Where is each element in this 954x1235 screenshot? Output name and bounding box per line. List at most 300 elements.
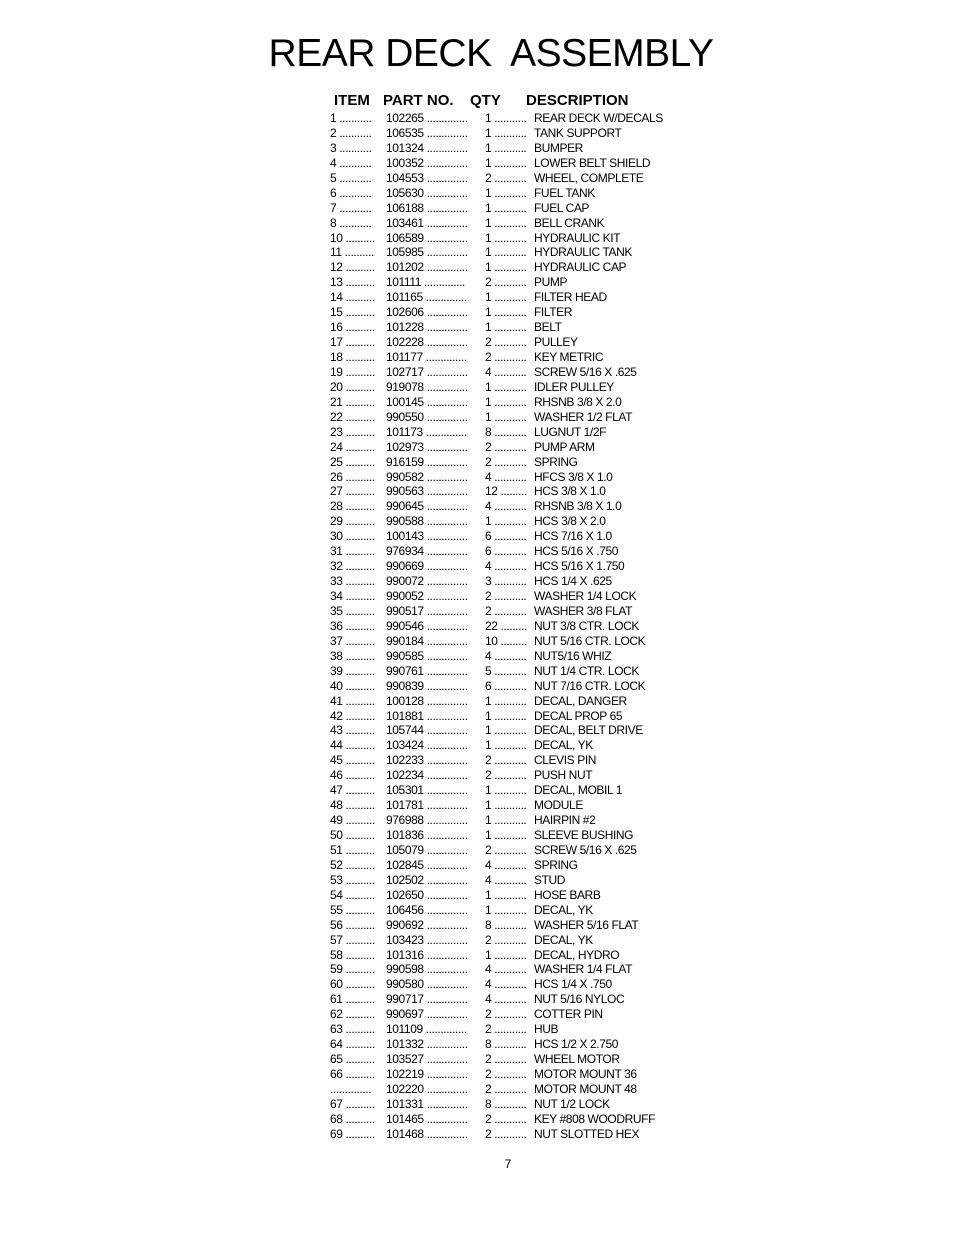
column-header-description: DESCRIPTION — [526, 92, 629, 109]
table-row — [0, 962, 954, 977]
table-row — [0, 455, 954, 470]
description: HFCS 3/8 X 1.0 — [534, 469, 613, 484]
item-number: 60 .......... — [330, 977, 375, 992]
table-row — [0, 813, 954, 828]
item-number: 12 .......... — [330, 260, 375, 275]
quantity: 8 ........... — [485, 917, 527, 932]
part-number: 102219 .............. — [386, 1067, 468, 1081]
table-row — [0, 858, 954, 873]
description: PUSH NUT — [534, 768, 593, 783]
part-number: 100143 .............. — [386, 529, 468, 544]
part-number: 105079 .............. — [386, 842, 468, 857]
part-number: 106535 .............. — [386, 125, 468, 140]
part-number: 102650 .............. — [386, 887, 468, 902]
part-number: 101324 .............. — [386, 140, 468, 155]
description: HCS 5/16 X .750 — [534, 544, 619, 559]
table-row — [0, 992, 954, 1007]
quantity: 2 ........... — [485, 1007, 527, 1022]
description: FUEL TANK — [534, 185, 595, 200]
item-number: 11 .......... — [330, 245, 374, 260]
item-number: 55 .......... — [330, 902, 375, 917]
item-number: 58 .......... — [330, 947, 375, 962]
description: WASHER 5/16 FLAT — [534, 917, 639, 932]
part-number: 105301 .............. — [386, 783, 468, 798]
part-number: 990588 .............. — [386, 514, 468, 529]
description: BELL CRANK — [534, 215, 605, 230]
part-number: 102717 .............. — [386, 364, 468, 379]
quantity: 4 ........... — [485, 992, 527, 1007]
quantity: 1 ........... — [485, 379, 527, 394]
table-row — [0, 201, 954, 216]
item-number: 4 ........... — [330, 155, 372, 170]
quantity: 4 ........... — [485, 962, 527, 977]
description: NUT 1/2 LOCK — [534, 1096, 610, 1111]
table-row — [0, 529, 954, 544]
item-number: 67 .......... — [330, 1096, 375, 1111]
item-number: 36 .......... — [330, 618, 375, 633]
quantity: 2 ........... — [485, 768, 527, 783]
item-number: 6 ........... — [330, 185, 372, 200]
description: NUT 5/16 NYLOC — [534, 992, 625, 1007]
item-number: 17 .......... — [330, 335, 375, 350]
description: WASHER 1/2 FLAT — [534, 409, 633, 424]
table-row — [0, 1007, 954, 1022]
description: DECAL, MOBIL 1 — [534, 783, 622, 798]
quantity: 1 ........... — [485, 708, 527, 723]
page-title: REAR DECK ASSEMBLY — [268, 32, 714, 75]
quantity: 1 ........... — [485, 305, 527, 320]
table-row — [0, 634, 954, 649]
table-row — [0, 470, 954, 485]
part-number: 990563 .............. — [386, 484, 468, 499]
part-number: 106188 .............. — [386, 200, 468, 215]
description: NUT5/16 WHIZ — [534, 648, 612, 663]
description: DECAL, HYDRO — [534, 947, 620, 962]
part-number: 101836 .............. — [386, 828, 468, 842]
part-number: 990839 .............. — [386, 678, 468, 693]
item-number: 28 .......... — [330, 499, 375, 514]
part-number: 990052 .............. — [386, 589, 468, 603]
part-number: 106456 .............. — [386, 902, 468, 917]
item-number: 29 .......... — [330, 514, 375, 529]
description: FUEL CAP — [534, 200, 590, 215]
part-number: 102220 .............. — [386, 1081, 468, 1096]
description: PUMP ARM — [534, 439, 595, 454]
quantity: 6 ........... — [485, 529, 527, 544]
description: HOSE BARB — [534, 887, 601, 902]
table-row — [0, 768, 954, 783]
table-row — [0, 604, 954, 619]
table-row — [0, 484, 954, 499]
table-header — [0, 92, 954, 110]
item-number: 35 .......... — [330, 603, 375, 618]
item-number: 7 ........... — [330, 200, 372, 215]
item-number: 61 .......... — [330, 992, 375, 1007]
table-row — [0, 977, 954, 992]
quantity: 1 ........... — [485, 813, 527, 828]
description: DECAL, YK — [534, 932, 593, 947]
table-row — [0, 738, 954, 753]
description: PULLEY — [534, 335, 578, 350]
item-number: 40 .......... — [330, 678, 375, 693]
table-row — [0, 156, 954, 171]
quantity: 8 ........... — [485, 1096, 527, 1111]
item-number: 22 .......... — [330, 409, 375, 424]
table-row — [0, 948, 954, 963]
quantity: 12 ......... — [485, 484, 527, 499]
table-row — [0, 649, 954, 664]
description: DECAL, BELT DRIVE — [534, 723, 643, 738]
part-number: 990692 .............. — [386, 917, 468, 932]
quantity: 4 ........... — [485, 977, 527, 992]
description: WHEEL MOTOR — [534, 1052, 620, 1067]
item-number: 26 .......... — [330, 469, 375, 484]
table-row — [0, 499, 954, 514]
description: RHSNB 3/8 X 1.0 — [534, 499, 622, 514]
table-row — [0, 365, 954, 380]
part-number: 101316 .............. — [386, 947, 468, 962]
table-row — [0, 559, 954, 574]
part-number: 990669 .............. — [386, 559, 468, 574]
table-row — [0, 1052, 954, 1067]
table-row — [0, 1082, 954, 1097]
table-row — [0, 395, 954, 410]
table-row — [0, 1097, 954, 1112]
description: SPRING — [534, 857, 578, 872]
item-number: 45 .......... — [330, 753, 375, 768]
quantity: 1 ........... — [485, 947, 527, 962]
item-number: 13 .......... — [330, 275, 375, 290]
table-row — [0, 664, 954, 679]
item-number: 25 .......... — [330, 454, 375, 469]
table-row — [0, 260, 954, 275]
item-number: 42 .......... — [330, 708, 375, 723]
description: FILTER — [534, 305, 573, 320]
quantity: 2 ........... — [485, 1111, 527, 1126]
part-number: 100352 .............. — [386, 155, 468, 170]
quantity: 10 ......... — [485, 633, 527, 648]
column-header-qty: QTY — [470, 92, 501, 109]
description: NUT 3/8 CTR. LOCK — [534, 618, 640, 633]
table-row — [0, 320, 954, 335]
quantity: 1 ........... — [485, 185, 527, 200]
part-number: 103424 .............. — [386, 738, 468, 753]
description: BUMPER — [534, 140, 583, 155]
item-number: 10 .......... — [330, 230, 375, 245]
item-number: .............. — [330, 1081, 372, 1096]
description: HCS 3/8 X 2.0 — [534, 514, 606, 529]
item-number: 49 .......... — [330, 813, 375, 828]
part-number: 103527 .............. — [386, 1052, 468, 1067]
part-number: 101165 .............. — [386, 290, 467, 305]
quantity: 1 ........... — [485, 125, 527, 140]
part-number: 101331 .............. — [386, 1096, 468, 1111]
table-row — [0, 1067, 954, 1082]
quantity: 1 ........... — [485, 693, 527, 708]
description: DECAL, YK — [534, 902, 593, 917]
quantity: 2 ........... — [485, 1067, 527, 1081]
quantity: 2 ........... — [485, 842, 527, 857]
item-number: 39 .......... — [330, 663, 375, 678]
table-row — [0, 425, 954, 440]
part-number: 101109 .............. — [386, 1022, 467, 1037]
part-number: 101468 .............. — [386, 1126, 468, 1141]
part-number: 102228 .............. — [386, 335, 468, 350]
item-number: 38 .......... — [330, 648, 375, 663]
quantity: 1 ........... — [485, 290, 527, 305]
quantity: 4 ........... — [485, 499, 527, 514]
part-number: 990645 .............. — [386, 499, 468, 514]
table-row — [0, 843, 954, 858]
description: BELT — [534, 320, 562, 335]
description: KEY METRIC — [534, 350, 604, 364]
quantity: 1 ........... — [485, 230, 527, 245]
quantity: 1 ........... — [485, 215, 527, 230]
item-number: 59 .......... — [330, 962, 375, 977]
item-number: 62 .......... — [330, 1007, 375, 1022]
table-row — [0, 1037, 954, 1052]
item-number: 41 .......... — [330, 693, 375, 708]
item-number: 20 .......... — [330, 379, 375, 394]
part-number: 976934 .............. — [386, 544, 468, 559]
column-header-part-no: PART NO. — [383, 92, 454, 109]
table-row — [0, 141, 954, 156]
table-row — [0, 111, 954, 126]
part-number: 990697 .............. — [386, 1007, 468, 1022]
description: SCREW 5/16 X .625 — [534, 842, 637, 857]
item-number: 69 .......... — [330, 1126, 375, 1141]
part-number: 990550 .............. — [386, 409, 468, 424]
item-number: 15 .......... — [330, 305, 375, 320]
part-number: 103461 .............. — [386, 215, 468, 230]
description: DECAL, DANGER — [534, 693, 627, 708]
item-number: 51 .......... — [330, 842, 375, 857]
item-number: 54 .......... — [330, 887, 375, 902]
table-row — [0, 798, 954, 813]
quantity: 2 ........... — [485, 1052, 527, 1067]
item-number: 50 .......... — [330, 828, 375, 842]
description: WASHER 1/4 LOCK — [534, 589, 637, 603]
table-row — [0, 1112, 954, 1127]
item-number: 16 .......... — [330, 320, 375, 335]
quantity: 1 ........... — [485, 783, 527, 798]
description: HYDRAULIC CAP — [534, 260, 627, 275]
quantity: 2 ........... — [485, 932, 527, 947]
part-number: 101202 .............. — [386, 260, 468, 275]
part-number: 100128 .............. — [386, 693, 468, 708]
description: HCS 1/4 X .750 — [534, 977, 612, 992]
quantity: 1 ........... — [485, 245, 527, 260]
description: RHSNB 3/8 X 2.0 — [534, 394, 622, 409]
quantity: 3 ........... — [485, 574, 527, 589]
part-number: 990585 .............. — [386, 648, 468, 663]
quantity: 6 ........... — [485, 678, 527, 693]
item-number: 43 .......... — [330, 723, 375, 738]
part-number: 101465 .............. — [386, 1111, 468, 1126]
quantity: 1 ........... — [485, 902, 527, 917]
item-number: 3 ........... — [330, 140, 372, 155]
part-number: 102502 .............. — [386, 872, 468, 887]
part-number: 990598 .............. — [386, 962, 468, 977]
quantity: 1 ........... — [485, 738, 527, 753]
item-number: 23 .......... — [330, 424, 375, 439]
table-row — [0, 1127, 954, 1142]
part-number: 101881 .............. — [386, 708, 468, 723]
item-number: 65 .......... — [330, 1052, 375, 1067]
part-number: 990761 .............. — [386, 663, 468, 678]
description: HCS 1/4 X .625 — [534, 574, 612, 589]
part-number: 101228 .............. — [386, 320, 468, 335]
quantity: 1 ........... — [485, 320, 527, 335]
item-number: 8 ........... — [330, 215, 372, 230]
description: HCS 7/16 X 1.0 — [534, 529, 612, 544]
table-row — [0, 440, 954, 455]
description: DECAL, YK — [534, 738, 593, 753]
item-number: 68 .......... — [330, 1111, 375, 1126]
part-number: 102845 .............. — [386, 857, 468, 872]
description: HAIRPIN #2 — [534, 813, 596, 828]
part-number: 103423 .............. — [386, 932, 468, 947]
description: TANK SUPPORT — [534, 125, 622, 140]
part-number: 916159 .............. — [386, 454, 468, 469]
description: REAR DECK W/DECALS — [534, 111, 663, 125]
table-row — [0, 873, 954, 888]
part-number: 919078 .............. — [386, 379, 468, 394]
description: HYDRAULIC KIT — [534, 230, 621, 245]
table-row — [0, 783, 954, 798]
part-number: 990580 .............. — [386, 977, 468, 992]
quantity: 22 ......... — [485, 618, 527, 633]
part-number: 990517 .............. — [386, 603, 468, 618]
part-number: 102234 .............. — [386, 768, 468, 783]
page-number: 7 — [504, 1157, 512, 1171]
quantity: 1 ........... — [485, 155, 527, 170]
part-number: 104553 .............. — [386, 170, 468, 185]
item-number: 14 .......... — [330, 290, 375, 305]
quantity: 6 ........... — [485, 544, 527, 559]
quantity: 4 ........... — [485, 857, 527, 872]
part-number: 101173 .............. — [386, 424, 467, 439]
quantity: 1 ........... — [485, 828, 527, 842]
table-row — [0, 171, 954, 186]
description: KEY #808 WOODRUFF — [534, 1111, 656, 1126]
item-number: 37 .......... — [330, 633, 375, 648]
item-number: 52 .......... — [330, 857, 375, 872]
quantity: 8 ........... — [485, 424, 527, 439]
table-row — [0, 544, 954, 559]
table-row — [0, 888, 954, 903]
part-number: 101332 .............. — [386, 1037, 468, 1052]
item-number: 44 .......... — [330, 738, 375, 753]
part-number: 102265 .............. — [386, 111, 468, 125]
description: PUMP — [534, 275, 568, 290]
item-number: 53 .......... — [330, 872, 375, 887]
part-number: 102233 .............. — [386, 753, 468, 768]
quantity: 2 ........... — [485, 753, 527, 768]
part-number: 101781 .............. — [386, 798, 468, 813]
description: WHEEL, COMPLETE — [534, 170, 644, 185]
table-row — [0, 619, 954, 634]
item-number: 30 .......... — [330, 529, 375, 544]
description: STUD — [534, 872, 566, 887]
description: NUT 5/16 CTR. LOCK — [534, 633, 646, 648]
quantity: 1 ........... — [485, 514, 527, 529]
description: SLEEVE BUSHING — [534, 828, 634, 842]
parts-list — [0, 111, 954, 1142]
part-number: 101111 .............. — [386, 275, 465, 290]
description: NUT 7/16 CTR. LOCK — [534, 678, 646, 693]
item-number: 34 .......... — [330, 589, 375, 603]
description: HCS 5/16 X 1.750 — [534, 559, 625, 574]
table-row — [0, 1022, 954, 1037]
description: HUB — [534, 1022, 559, 1037]
description: HCS 1/2 X 2.750 — [534, 1037, 619, 1052]
table-row — [0, 694, 954, 709]
quantity: 2 ........... — [485, 454, 527, 469]
quantity: 4 ........... — [485, 469, 527, 484]
item-number: 21 .......... — [330, 394, 375, 409]
table-row — [0, 828, 954, 843]
item-number: 57 .......... — [330, 932, 375, 947]
description: SCREW 5/16 X .625 — [534, 364, 637, 379]
item-number: 56 .......... — [330, 917, 375, 932]
description: HYDRAULIC TANK — [534, 245, 632, 260]
part-number: 102973 .............. — [386, 439, 468, 454]
table-row — [0, 245, 954, 260]
part-number: 990717 .............. — [386, 992, 468, 1007]
quantity: 4 ........... — [485, 559, 527, 574]
quantity: 1 ........... — [485, 798, 527, 813]
table-row — [0, 126, 954, 141]
part-number: 990072 .............. — [386, 574, 468, 589]
item-number: 19 .......... — [330, 364, 375, 379]
quantity: 1 ........... — [485, 111, 527, 125]
table-row — [0, 290, 954, 305]
part-number: 105985 .............. — [386, 245, 468, 260]
part-number: 105630 .............. — [386, 185, 468, 200]
description: WASHER 1/4 FLAT — [534, 962, 633, 977]
description: CLEVIS PIN — [534, 753, 597, 768]
table-row — [0, 679, 954, 694]
quantity: 1 ........... — [485, 723, 527, 738]
quantity: 2 ........... — [485, 350, 527, 364]
quantity: 2 ........... — [485, 439, 527, 454]
description: LUGNUT 1/2F — [534, 424, 607, 439]
description: SPRING — [534, 454, 578, 469]
part-number: 105744 .............. — [386, 723, 468, 738]
quantity: 8 ........... — [485, 1037, 527, 1052]
item-number: 47 .......... — [330, 783, 375, 798]
quantity: 2 ........... — [485, 603, 527, 618]
description: HCS 3/8 X 1.0 — [534, 484, 606, 499]
quantity: 2 ........... — [485, 170, 527, 185]
column-header-item: ITEM — [334, 92, 370, 109]
description: COTTER PIN — [534, 1007, 603, 1022]
item-number: 5 ........... — [330, 170, 372, 185]
item-number: 27 .......... — [330, 484, 375, 499]
item-number: 66 .......... — [330, 1067, 375, 1081]
part-number: 990546 .............. — [386, 618, 468, 633]
table-row — [0, 918, 954, 933]
quantity: 2 ........... — [485, 1022, 527, 1037]
quantity: 2 ........... — [485, 589, 527, 603]
table-row — [0, 589, 954, 604]
part-number: 102606 .............. — [386, 305, 468, 320]
description: MOTOR MOUNT 36 — [534, 1067, 637, 1081]
quantity: 1 ........... — [485, 409, 527, 424]
quantity: 4 ........... — [485, 648, 527, 663]
table-row — [0, 574, 954, 589]
